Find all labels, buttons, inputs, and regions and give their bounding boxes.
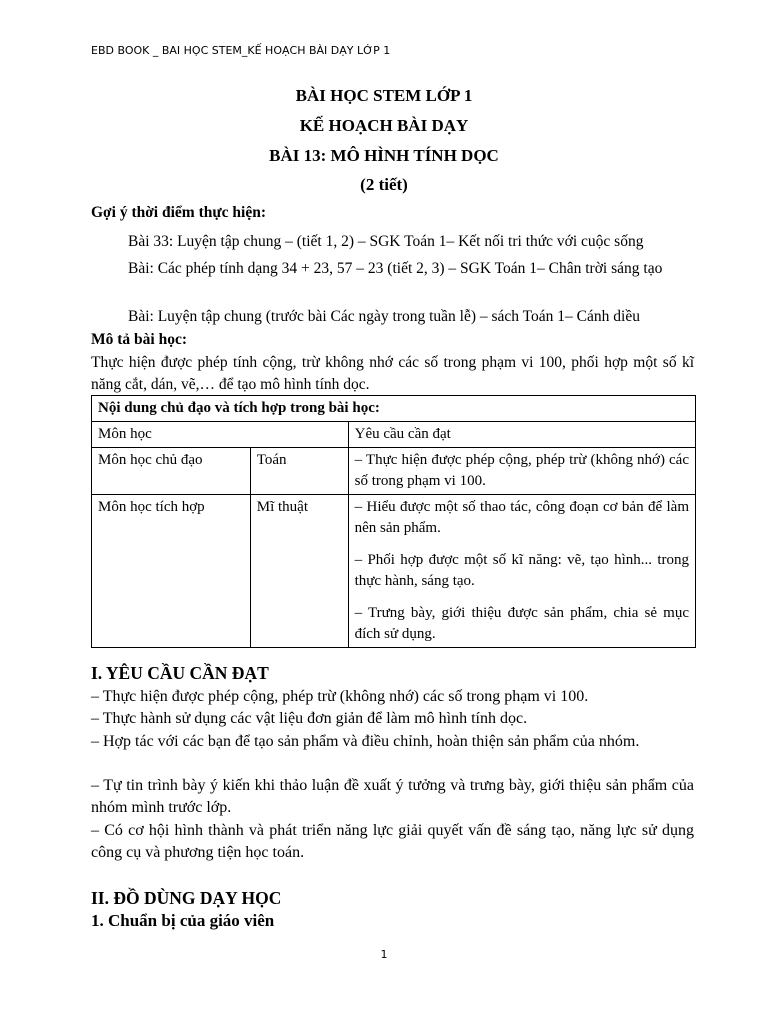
suggest-heading: Gợi ý thời điểm thực hiện: [91, 204, 267, 221]
title-line-1: BÀI HỌC STEM LỚP 1 [295, 86, 473, 105]
table-cell-subject: Mĩ thuật [250, 495, 348, 648]
suggest-item: Bài: Các phép tính dạng 34 + 23, 57 – 23 (tiết 2, 3) – SGK Toán 1– Chân trời sáng tạo [128, 260, 663, 277]
title-line-3: BÀI 13: MÔ HÌNH TÍNH DỌC [269, 146, 499, 165]
requirement-item: – Trưng bày, giới thiệu được sản phẩm, chia sẻ mục đích sử dụng. [354, 605, 689, 642]
description-text: Thực hiện được phép tính cộng, trừ không nhớ các số trong phạm vi 100, phối hợp một số kĩ năng cắt, dán, vẽ,… để tạo mô hình tính dọc. [91, 354, 694, 393]
section-1-item: – Tự tin trình bày ý kiến khi thảo luận đề xuất ý tưởng và trưng bày, giới thiệu sản phẩm của nhóm mình trước lớp. [91, 777, 694, 816]
title-line-4: (2 tiết) [360, 175, 408, 194]
requirement-item: – Hiểu được một số thao tác, công đoạn cơ bản để làm nên sản phẩm. [354, 499, 689, 536]
table-title: Nội dung chủ đạo và tích hợp trong bài học: [92, 396, 696, 422]
section-1-item: – Thực hành sử dụng các vật liệu đơn giản để làm mô hình tính dọc. [91, 710, 528, 727]
section-1-heading: I. YÊU CẦU CẦN ĐẠT [91, 663, 269, 683]
description-heading: Mô tả bài học: [91, 331, 188, 348]
section-1-item: – Hợp tác với các bạn để tạo sản phẩm và điều chỉnh, hoàn thiện sản phẩm của nhóm. [91, 733, 640, 750]
table-row [92, 495, 696, 648]
suggest-item: Bài 33: Luyện tập chung – (tiết 1, 2) – SGK Toán 1– Kết nối tri thức với cuộc sống [128, 233, 644, 250]
title-line-2: KẾ HOẠCH BÀI DẠY [299, 116, 469, 135]
suggest-item: Bài: Luyện tập chung (trước bài Các ngày trong tuần lễ) – sách Toán 1– Cánh diều [128, 308, 640, 325]
table-header-requirement: Yêu cầu cần đạt [348, 422, 695, 448]
table-cell-subject: Toán [250, 448, 348, 495]
table-row [92, 448, 696, 495]
section-2-heading: II. ĐỒ DÙNG DẠY HỌC [91, 888, 282, 908]
table-cell-requirements [348, 495, 695, 648]
table-cell-type: Môn học chủ đạo [92, 448, 251, 495]
section-2-subheading: 1. Chuẩn bị của giáo viên [91, 911, 275, 930]
running-header: EBD BOOK _ BAI HỌC STEM_KẾ HOẠCH BÀI DẠY LỚP 1 [91, 44, 391, 57]
requirement-item: – Thực hiện được phép cộng, phép trừ (không nhớ) các số trong phạm vi 100. [354, 452, 689, 489]
section-1-item: – Có cơ hội hình thành và phát triển năng lực giải quyết vấn đề sáng tạo, năng lực sử dụng công cụ và phương tiện học toán. [91, 822, 694, 861]
page-number: 1 [380, 948, 388, 961]
table-cell-requirements [348, 448, 695, 495]
section-1-item: – Thực hiện được phép cộng, phép trừ (không nhớ) các số trong phạm vi 100. [91, 688, 589, 705]
requirement-item: – Phối hợp được một số kĩ năng: vẽ, tạo hình... trong thực hành, sáng tạo. [354, 552, 689, 589]
table-header-subject: Môn học [92, 422, 349, 448]
content-table [91, 395, 696, 648]
table-cell-type: Môn học tích hợp [92, 495, 251, 648]
